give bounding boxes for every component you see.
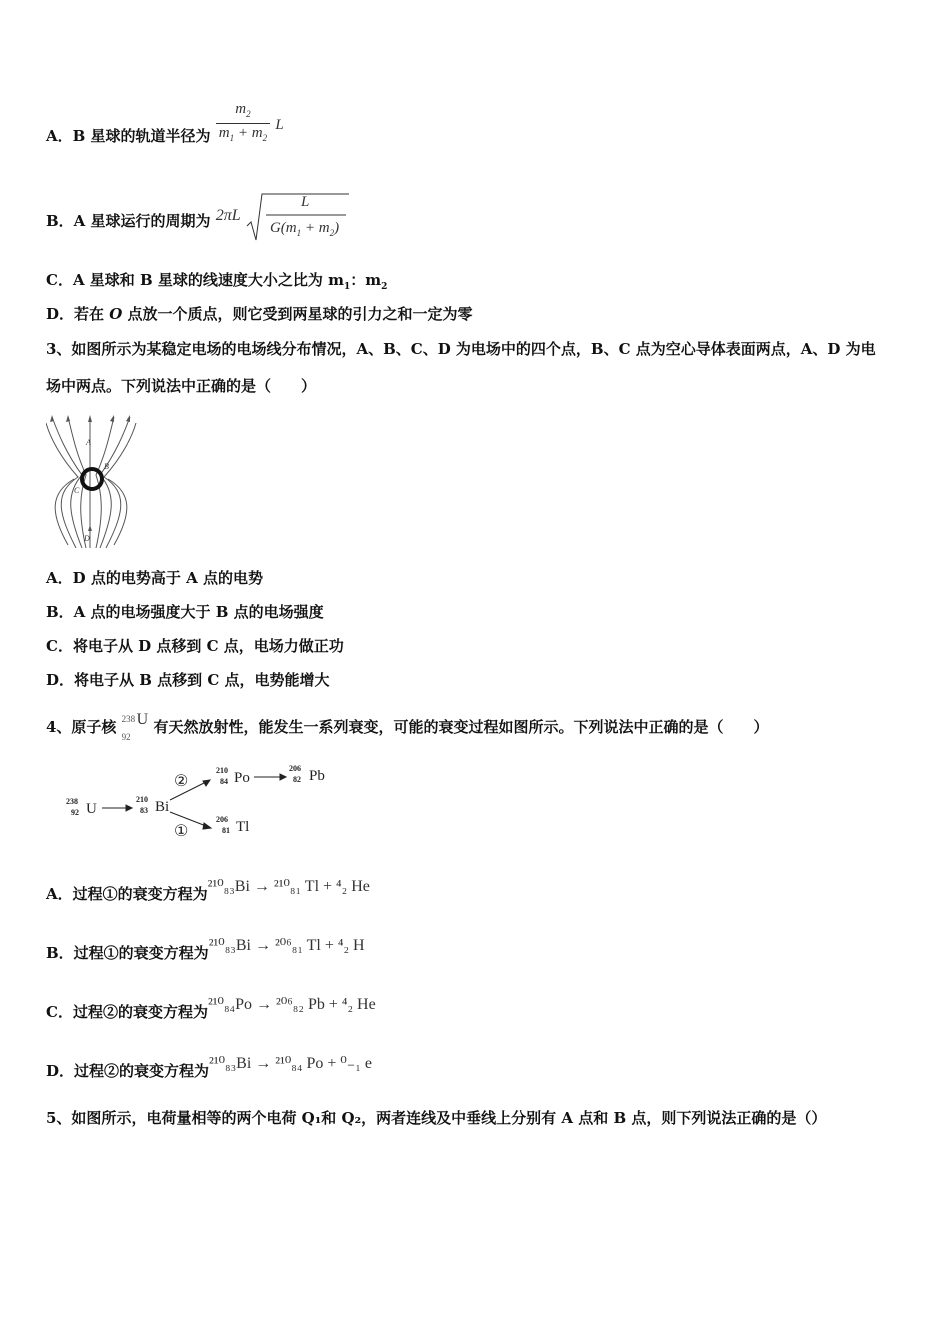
sqrt-denominator	[270, 218, 339, 243]
mass-number: 206	[289, 764, 301, 773]
element-symbol: U	[86, 801, 97, 817]
q3-stem-line1: 3、如图所示为某稳定电场的电场线分布情况，A、B、C、D 为电场中的四个点，B、C 点为空心导体表面两点，A、D 为电	[46, 340, 876, 358]
element-symbol: Bi	[155, 799, 170, 815]
q2-option-b	[46, 194, 350, 238]
subscript: 2	[246, 108, 251, 119]
q2-option-d	[46, 304, 473, 324]
fraction-denominator: m	[218, 124, 230, 141]
q4-option-b	[46, 937, 365, 964]
q4-option-a	[46, 878, 370, 905]
q4-option-d	[46, 1055, 372, 1082]
mass-number: 210	[216, 766, 228, 775]
label-c: C	[74, 486, 80, 495]
q5-stem: 5、如图所示，电荷量相等的两个电荷 Q₁和 Q₂，两者连线及中垂线上分别有 A 点和 B 点，则下列说法正确的是（）	[46, 1109, 827, 1127]
subscript: 1	[344, 282, 351, 292]
q2-option-a	[46, 100, 284, 147]
arrowhead-icon	[280, 774, 286, 780]
uranium-nuclide	[121, 711, 149, 742]
arrowhead-icon	[50, 415, 54, 422]
option-label: A．过程①的衰变方程为	[46, 885, 208, 903]
subscript: 2	[329, 228, 335, 238]
electric-field-figure	[46, 413, 142, 549]
arrowhead-icon	[110, 415, 114, 422]
label-a: A	[86, 438, 91, 447]
element-symbol: Tl	[236, 819, 250, 835]
subscript: 2	[262, 132, 268, 143]
decay-equation: ²¹⁰₈₃Bi → ²⁰⁶₈₁ Tl + ⁴₂ H	[208, 937, 365, 954]
option-label: B．A 星球运行的周期为	[46, 212, 211, 230]
arrowhead-icon	[88, 525, 92, 531]
path-1-label: ①	[174, 823, 189, 840]
subscript: 1	[296, 228, 302, 238]
option-text: D．若在	[46, 305, 110, 323]
element-symbol: Pb	[309, 768, 325, 784]
mass-number: 238	[66, 797, 78, 806]
label-b: B	[104, 462, 109, 471]
q4-stem	[46, 711, 769, 742]
mass-number: 206	[216, 815, 228, 824]
option-label: D．过程②的衰变方程为	[46, 1062, 210, 1080]
point-o: O	[109, 305, 123, 323]
orbit-radius-fraction	[216, 100, 270, 147]
g-term: G(m	[269, 220, 297, 236]
arrowhead-icon	[126, 805, 132, 811]
q3-option-b: B．A 点的电场强度大于 B 点的电场强度	[46, 603, 324, 621]
atomic-number: 83	[140, 806, 148, 815]
decay-equation: ²¹⁰₈₄Po → ²⁰⁶₈₂ Pb + ⁴₂ He	[207, 996, 376, 1013]
decay-equation: ²¹⁰₈₃Bi → ²¹⁰₈₁ Tl + ⁴₂ He	[207, 878, 370, 895]
plus-term: + m	[301, 220, 330, 236]
path-2-label: ②	[174, 773, 189, 790]
element-symbol: U	[136, 711, 149, 728]
option-text: C．A 星球和 B 星球的线速度大小之比为 m	[46, 271, 345, 289]
ratio-separator: ：m	[350, 271, 382, 289]
atomic-number: 82	[293, 775, 301, 784]
arrowhead-icon	[203, 780, 210, 786]
option-text: 点放一个质点，则它受到两星球的引力之和一定为零	[122, 305, 473, 323]
q4-intro: 4、原子核	[46, 718, 117, 736]
q3-option-c: C．将电子从 D 点移到 C 点，电场力做正功	[46, 637, 344, 655]
mass-number: 210	[136, 795, 148, 804]
arrowhead-icon	[203, 823, 211, 829]
q2-option-c	[46, 270, 387, 297]
q3-option-a: A．D 点的电势高于 A 点的电势	[46, 569, 263, 587]
atomic-number: 81	[222, 826, 230, 835]
option-label: B．过程①的衰变方程为	[46, 944, 209, 962]
sqrt-numerator: L	[300, 194, 310, 210]
q4-intro: 有天然放射性，能发生一系列衰变，可能的衰变过程如图所示。下列说法中正确的是（ ）	[153, 718, 769, 736]
arrowhead-icon	[126, 415, 130, 422]
subscript: 2	[381, 282, 388, 292]
length-symbol: L	[275, 117, 284, 133]
q3-stem-line2: 场中两点。下列说法中正确的是（ ）	[46, 377, 317, 395]
mass-number: 238	[121, 714, 136, 724]
atomic-number: 92	[71, 808, 79, 817]
element-symbol: Po	[234, 770, 250, 786]
option-label: A．B 星球的轨道半径为	[46, 127, 211, 145]
decay-equation: ²¹⁰₈₃Bi → ²¹⁰₈₄ Po + ⁰₋₁ e	[209, 1055, 372, 1072]
subscript: 1	[229, 132, 235, 143]
decay-chain-diagram	[66, 760, 356, 840]
label-d: D	[84, 534, 90, 543]
q4-option-c	[46, 996, 376, 1023]
close-paren: )	[334, 220, 340, 236]
option-label: C．过程②的衰变方程为	[46, 1003, 208, 1021]
period-coefficient: 2πL	[215, 207, 241, 224]
atomic-number: 84	[220, 777, 228, 786]
arrowhead-icon	[66, 415, 70, 422]
sqrt-expression	[246, 194, 350, 238]
plus-term: + m	[234, 124, 263, 141]
fraction-numerator: m	[235, 100, 247, 117]
q3-option-d: D．将电子从 B 点移到 C 点，电势能增大	[46, 671, 330, 689]
atomic-number: 92	[121, 732, 131, 742]
arrowhead-icon	[88, 415, 92, 422]
